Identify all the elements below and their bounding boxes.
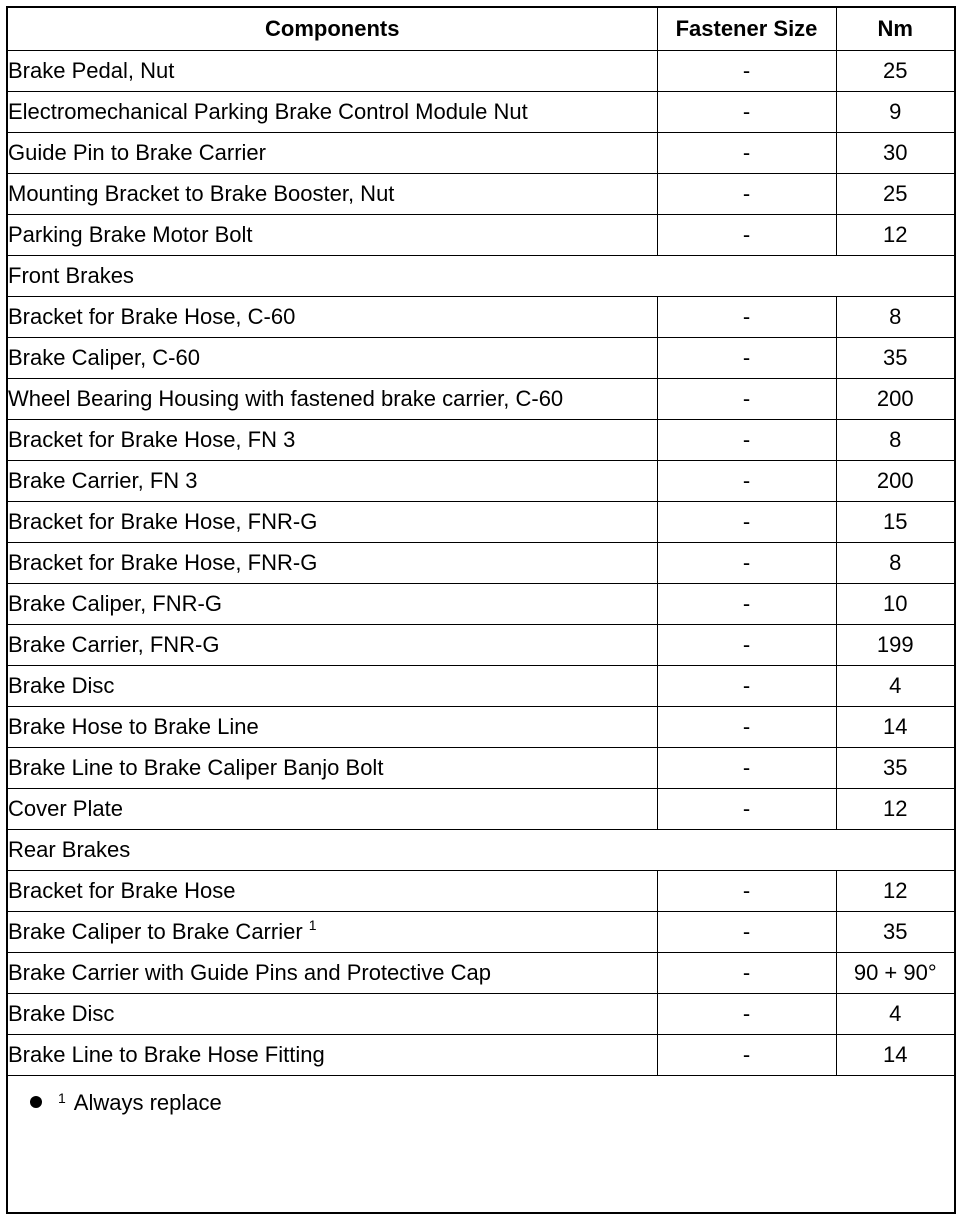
component-cell: [8, 460, 657, 501]
component-cell: [8, 337, 657, 378]
table-row: [8, 460, 954, 501]
component-cell: [8, 419, 657, 460]
torque-spec-sheet: [6, 6, 956, 1214]
torque-value-cell: 8: [836, 542, 954, 583]
table-row: [8, 583, 954, 624]
fastener-size-cell: -: [657, 132, 836, 173]
component-name: Brake Line to Brake Caliper Banjo Bolt: [8, 754, 384, 780]
component-cell: [8, 993, 657, 1034]
table-row: [8, 132, 954, 173]
header-fastener-size: Fastener Size: [657, 8, 836, 50]
component-name: Wheel Bearing Housing with fastened brake carrier, C-60: [8, 385, 564, 411]
fastener-size-cell: -: [657, 583, 836, 624]
torque-value-cell: 4: [836, 665, 954, 706]
table-row: [8, 993, 954, 1034]
component-name: Bracket for Brake Hose, C-60: [8, 303, 296, 329]
torque-value-cell: 8: [836, 419, 954, 460]
component-name: Parking Brake Motor Bolt: [8, 221, 253, 247]
fastener-size-cell: -: [657, 91, 836, 132]
fastener-size-cell: -: [657, 665, 836, 706]
component-name: Brake Line to Brake Hose Fitting: [8, 1041, 325, 1067]
component-cell: [8, 378, 657, 419]
torque-value-cell: 200: [836, 378, 954, 419]
component-cell: [8, 870, 657, 911]
torque-value-cell: 35: [836, 337, 954, 378]
torque-value-cell: 25: [836, 50, 954, 91]
torque-value-cell: 15: [836, 501, 954, 542]
component-name: Bracket for Brake Hose, FNR-G: [8, 508, 318, 534]
component-cell: [8, 542, 657, 583]
component-cell: [8, 665, 657, 706]
component-name: Brake Caliper, C-60: [8, 344, 200, 370]
component-cell: [8, 91, 657, 132]
torque-value-cell: 8: [836, 296, 954, 337]
footnotes: [8, 1076, 954, 1116]
section-row: [8, 255, 954, 296]
table-row: [8, 337, 954, 378]
fastener-size-cell: -: [657, 296, 836, 337]
header-components: Components: [8, 8, 657, 50]
component-cell: [8, 296, 657, 337]
fastener-size-cell: -: [657, 911, 836, 952]
table-row: [8, 173, 954, 214]
component-cell: [8, 911, 657, 952]
fastener-size-cell: -: [657, 378, 836, 419]
component-cell: [8, 624, 657, 665]
component-cell: [8, 173, 657, 214]
section-row: [8, 829, 954, 870]
torque-value-cell: 12: [836, 214, 954, 255]
component-name: Brake Caliper, FNR-G: [8, 590, 222, 616]
torque-value-cell: 12: [836, 870, 954, 911]
torque-value-cell: 30: [836, 132, 954, 173]
fastener-size-cell: -: [657, 624, 836, 665]
fastener-size-cell: -: [657, 870, 836, 911]
component-name: Bracket for Brake Hose, FN 3: [8, 426, 296, 452]
component-cell: [8, 50, 657, 91]
component-cell: [8, 583, 657, 624]
table-row: [8, 1034, 954, 1075]
component-cell: [8, 788, 657, 829]
component-cell: [8, 706, 657, 747]
component-name: Bracket for Brake Hose, FNR-G: [8, 549, 318, 575]
table-body: [8, 50, 954, 1075]
table-row: [8, 91, 954, 132]
table-row: [8, 296, 954, 337]
torque-value-cell: 14: [836, 706, 954, 747]
component-name: Brake Caliper to Brake Carrier: [8, 918, 303, 944]
component-name: Cover Plate: [8, 795, 123, 821]
torque-value-cell: 4: [836, 993, 954, 1034]
component-cell: [8, 501, 657, 542]
table-row: [8, 50, 954, 91]
footnote-marker: 1: [58, 1089, 66, 1106]
bullet-icon: [30, 1096, 42, 1108]
fastener-size-cell: -: [657, 501, 836, 542]
table-row: [8, 624, 954, 665]
torque-value-cell: 200: [836, 460, 954, 501]
fastener-size-cell: -: [657, 50, 836, 91]
fastener-size-cell: -: [657, 993, 836, 1034]
component-cell: [8, 747, 657, 788]
component-name: Brake Disc: [8, 1000, 115, 1026]
torque-value-cell: 10: [836, 583, 954, 624]
table-row: [8, 501, 954, 542]
table-row: [8, 911, 954, 952]
component-name: Electromechanical Parking Brake Control Module Nut: [8, 98, 528, 124]
component-cell: [8, 214, 657, 255]
fastener-size-cell: -: [657, 173, 836, 214]
torque-spec-table: [8, 8, 954, 1076]
table-row: [8, 214, 954, 255]
fastener-size-cell: -: [657, 747, 836, 788]
component-name: Bracket for Brake Hose: [8, 877, 236, 903]
fastener-size-cell: -: [657, 952, 836, 993]
fastener-size-cell: -: [657, 460, 836, 501]
component-cell: [8, 952, 657, 993]
section-label: Rear Brakes: [8, 829, 954, 870]
table-row: [8, 665, 954, 706]
table-row: [8, 952, 954, 993]
table-row: [8, 706, 954, 747]
footnote-text: Always replace: [73, 1089, 222, 1115]
table-row: [8, 542, 954, 583]
footnote-reference: 1: [308, 916, 317, 933]
torque-value-cell: 90 + 90°: [836, 952, 954, 993]
component-name: Brake Hose to Brake Line: [8, 713, 259, 739]
table-row: [8, 419, 954, 460]
torque-value-cell: 199: [836, 624, 954, 665]
fastener-size-cell: -: [657, 706, 836, 747]
torque-value-cell: 12: [836, 788, 954, 829]
torque-value-cell: 25: [836, 173, 954, 214]
fastener-size-cell: -: [657, 788, 836, 829]
table-row: [8, 788, 954, 829]
header-nm: Nm: [836, 8, 954, 50]
header-row: [8, 8, 954, 50]
torque-value-cell: 14: [836, 1034, 954, 1075]
component-name: Brake Carrier, FN 3: [8, 467, 198, 493]
fastener-size-cell: -: [657, 542, 836, 583]
component-name: Brake Carrier with Guide Pins and Protective Cap: [8, 959, 491, 985]
table-row: [8, 870, 954, 911]
table-row: [8, 378, 954, 419]
component-name: Brake Pedal, Nut: [8, 57, 175, 83]
table-row: [8, 747, 954, 788]
fastener-size-cell: -: [657, 214, 836, 255]
component-name: Brake Carrier, FNR-G: [8, 631, 220, 657]
component-name: Brake Disc: [8, 672, 115, 698]
fastener-size-cell: -: [657, 419, 836, 460]
torque-value-cell: 9: [836, 91, 954, 132]
torque-value-cell: 35: [836, 747, 954, 788]
torque-value-cell: 35: [836, 911, 954, 952]
component-cell: [8, 1034, 657, 1075]
section-label: Front Brakes: [8, 255, 954, 296]
fastener-size-cell: -: [657, 337, 836, 378]
fastener-size-cell: -: [657, 1034, 836, 1075]
component-cell: [8, 132, 657, 173]
component-name: Guide Pin to Brake Carrier: [8, 139, 266, 165]
component-name: Mounting Bracket to Brake Booster, Nut: [8, 180, 395, 206]
